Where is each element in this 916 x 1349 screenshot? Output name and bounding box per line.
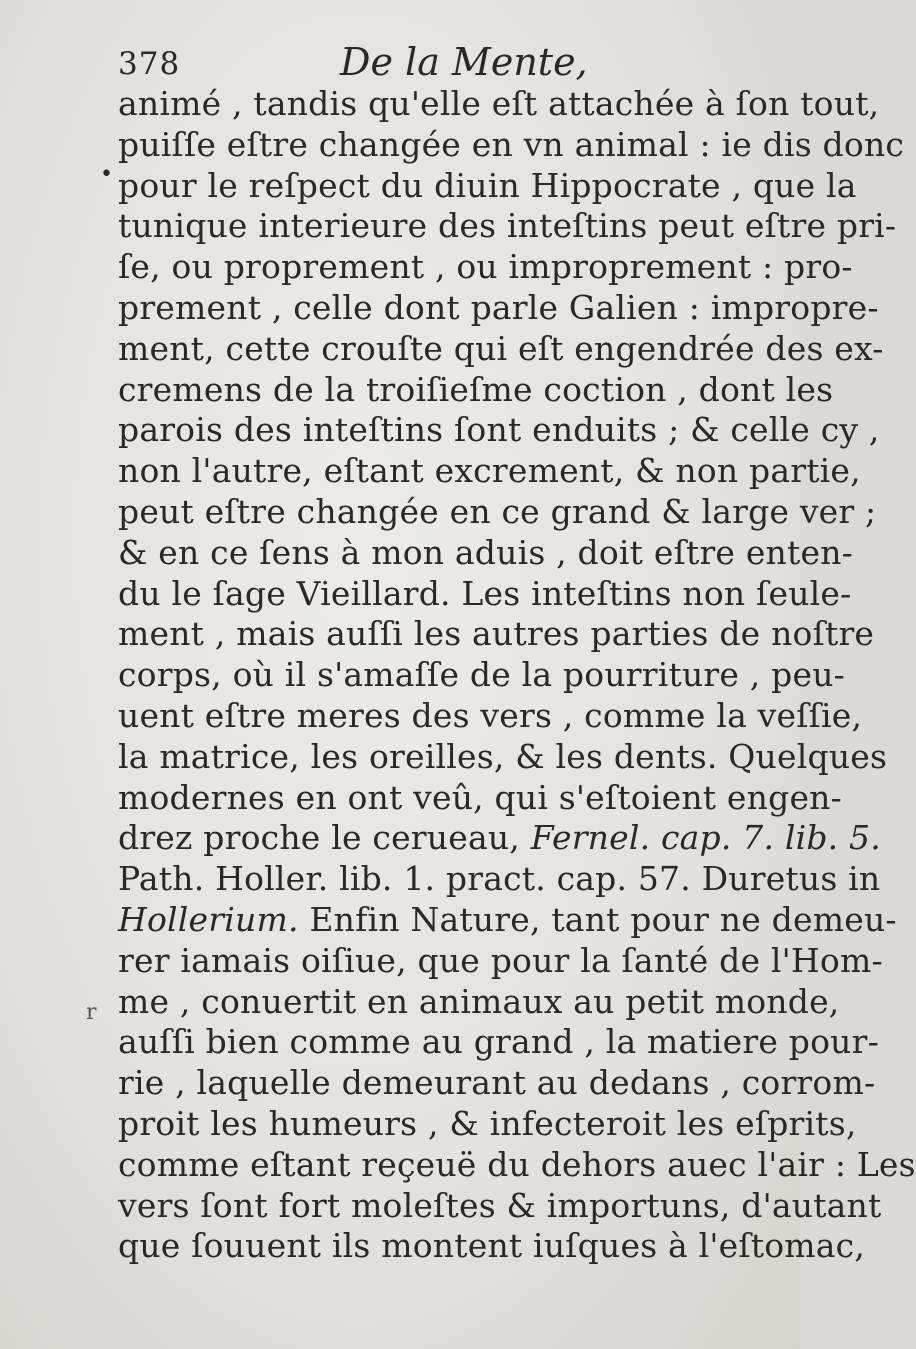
- text-line: vers ſont fort moleſtes & importuns, d'autant: [118, 1185, 882, 1225]
- body-text: [118, 84, 916, 1267]
- text-line: prement , celle dont parle Galien : impropre-: [118, 287, 879, 327]
- text-line: me , conuertit en animaux au petit monde,: [118, 981, 840, 1021]
- text-line: & en ce ſens à mon aduis , doit eſtre enten-: [118, 532, 854, 572]
- text-segment: drez proche le cerueau,: [118, 818, 531, 858]
- citation-italic: Hollerium.: [118, 899, 299, 939]
- running-title: De la Mente,: [340, 40, 588, 84]
- text-line: uent eſtre meres des vers , comme la veſſie,: [118, 695, 863, 735]
- text-line: proit les humeurs , & infecteroit les eſprits,: [118, 1103, 857, 1143]
- text-line: puiſſe eſtre changée en vn animal : ie dis donc: [118, 124, 905, 164]
- text-line-with-citation: [118, 818, 881, 859]
- page-header: [118, 38, 718, 88]
- text-line: tunique interieure des inteſtins peut eſtre pri-: [118, 206, 897, 246]
- text-line: du le ſage Vieillard. Les inteſtins non ſeule-: [118, 573, 852, 613]
- text-line: parois des inteſtins ſont enduits ; & celle cy ,: [118, 410, 880, 450]
- text-line: auſſi bien comme au grand , la matiere pour-: [118, 1022, 879, 1062]
- text-line: modernes en ont veû, qui s'eſtoient engen-: [118, 777, 842, 817]
- text-line: animé , tandis qu'elle eſt attachée à ſon tout,: [118, 84, 880, 123]
- text-line: non l'autre, eſtant excrement, & non partie,: [118, 451, 861, 491]
- text-line: la matrice, les oreilles, & les dents. Quelques: [118, 736, 888, 776]
- text-line: ſe, ou proprement , ou improprement : pro-: [118, 247, 853, 287]
- page-number: 378: [118, 46, 181, 82]
- text-line: que ſouuent ils montent iuſques à l'eſtomac,: [118, 1226, 866, 1266]
- citation-line: Path. Holler. lib. 1. pract. cap. 57. Duretus in: [118, 859, 881, 899]
- text-line: ment , mais auſſi les autres parties de noſtre: [118, 614, 875, 654]
- citation-italic: Fernel. cap. 7. lib. 5.: [530, 818, 881, 858]
- text-line: comme eſtant reçeuë du dehors auec l'air : Les: [118, 1144, 916, 1184]
- text-line: cremens de la troiſieſme coction , dont les: [118, 369, 834, 409]
- text-line: rie , laquelle demeurant au dedans , corrom-: [118, 1063, 876, 1103]
- text-segment: Enfin Nature, tant pour ne demeu-: [298, 899, 897, 939]
- text-line: pour le reſpect du diuin Hippocrate , que la: [118, 165, 857, 205]
- text-line: corps, où il s'amaſſe de la pourriture , peu-: [118, 655, 846, 695]
- text-line-with-citation: [118, 899, 897, 941]
- bullet-mark: •: [100, 162, 113, 187]
- margin-mark: r: [86, 1000, 97, 1025]
- text-line: ment, cette crouſte qui eſt engendrée des ex-: [118, 328, 884, 368]
- text-line: rer iamais oiſiue, que pour la ſanté de l'Hom-: [118, 940, 883, 980]
- text-line: peut eſtre changée en ce grand & large ver ;: [118, 491, 877, 531]
